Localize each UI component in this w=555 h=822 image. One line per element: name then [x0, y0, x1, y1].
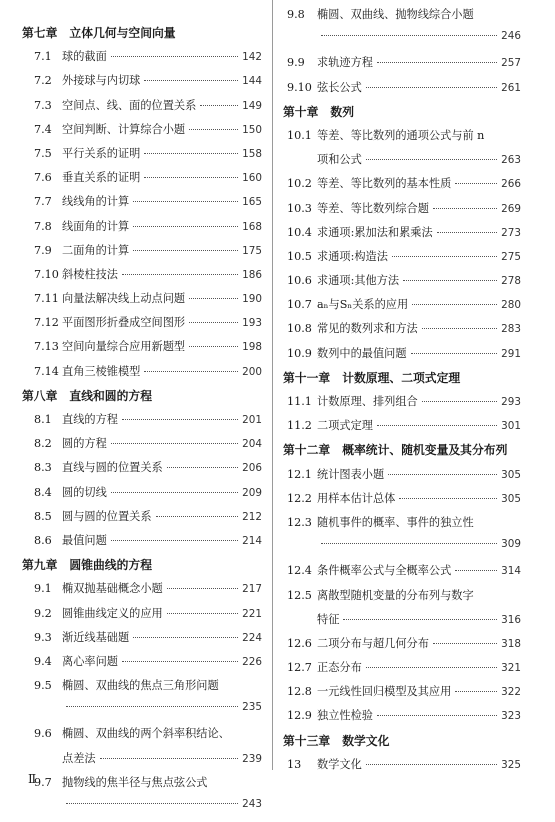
dot-leader	[366, 764, 497, 765]
dot-leader	[189, 322, 238, 323]
entry-title: 椭圆、双曲线的焦点三角形问题	[62, 679, 219, 693]
entry-page: 204	[242, 438, 262, 451]
toc-entry[interactable]	[283, 224, 521, 248]
entry-page: 217	[242, 583, 262, 596]
entry-title: 平面图形折叠成空间图形	[62, 316, 186, 330]
entry-title: 外接球与内切球	[62, 74, 141, 88]
entry-page: 283	[501, 323, 521, 336]
entry-page: 165	[242, 196, 262, 209]
toc-entry[interactable]	[22, 677, 262, 701]
entry-number: 9.9	[287, 56, 305, 70]
toc-entry[interactable]	[22, 725, 262, 749]
chapter-heading	[22, 24, 262, 48]
entry-number: 12.4	[287, 564, 312, 578]
entry-number: 8.4	[34, 485, 52, 499]
toc-entry[interactable]	[283, 127, 521, 151]
entry-title: 等差、等比数列综合题	[317, 201, 429, 215]
entry-page: 321	[501, 662, 521, 675]
toc-entry[interactable]	[283, 490, 521, 514]
entry-title: 求通项:其他方法	[317, 274, 400, 288]
entry-title: 二项式定理	[317, 419, 373, 433]
dot-leader	[133, 201, 238, 202]
dot-leader	[455, 183, 497, 184]
entry-number: 10.8	[287, 322, 312, 336]
toc-entry[interactable]	[22, 484, 262, 508]
chapter-heading	[22, 556, 262, 580]
toc-entry[interactable]	[283, 707, 521, 731]
entry-title: 空间向量综合应用新题型	[62, 340, 186, 354]
entry-title: 求通项:构造法	[317, 249, 388, 263]
entry-number: 11.2	[287, 419, 312, 433]
toc-entry[interactable]	[283, 248, 521, 272]
toc-entry[interactable]	[22, 72, 262, 96]
entry-number: 10.4	[287, 225, 312, 239]
toc-entry[interactable]	[283, 635, 521, 659]
entry-page: 323	[501, 710, 521, 723]
toc-entry-continuation[interactable]	[22, 798, 262, 822]
entry-page: 206	[242, 462, 262, 475]
entry-page: 291	[501, 347, 521, 360]
chapter-title: 圆锥曲线的方程	[69, 558, 152, 573]
entry-page: 150	[242, 123, 262, 136]
entry-page: 278	[501, 275, 521, 288]
dot-leader	[111, 443, 238, 444]
toc-entry[interactable]	[22, 750, 262, 774]
entry-number: 7.12	[34, 316, 59, 330]
entry-number: 12.2	[287, 491, 312, 505]
entry-title: 随机事件的概率、事件的独立性	[317, 515, 474, 529]
entry-number: 9.6	[34, 727, 52, 741]
dot-leader	[66, 803, 238, 804]
dot-leader	[66, 706, 238, 707]
entry-number: 7.9	[34, 243, 52, 257]
toc-entry-continuation[interactable]	[283, 30, 521, 54]
toc-entry[interactable]	[283, 393, 521, 417]
entry-number: 12.3	[287, 515, 312, 529]
chapter-title: 计数原理、二项式定理	[342, 370, 461, 385]
entry-number: 9.5	[34, 679, 52, 693]
entry-title: 垂直关系的证明	[62, 171, 141, 185]
entry-title: 椭双抛基础概念小题	[62, 582, 163, 596]
entry-page: 158	[242, 147, 262, 160]
entry-title: 椭圆、双曲线的两个斜率积结论、	[62, 727, 230, 741]
dot-leader	[133, 250, 238, 251]
entry-title: 点差法	[62, 751, 96, 765]
entry-page: 144	[242, 75, 262, 88]
toc-entry-continuation[interactable]	[22, 701, 262, 725]
toc-entry[interactable]	[22, 48, 262, 72]
entry-number: 12.8	[287, 685, 312, 699]
entry-title: 渐近线基础题	[62, 630, 130, 644]
entry-number: 12.7	[287, 661, 312, 675]
entry-page: 142	[242, 51, 262, 64]
dot-leader	[144, 371, 238, 372]
entry-number: 7.10	[34, 267, 59, 281]
entry-number: 9.2	[34, 606, 52, 620]
chapter-heading	[283, 369, 521, 393]
entry-page: 221	[242, 607, 262, 620]
dot-leader	[144, 177, 238, 178]
entry-page: 309	[501, 538, 521, 551]
entry-page: 190	[242, 293, 262, 306]
toc-entry[interactable]	[22, 774, 262, 798]
chapter-label: 第九章	[22, 558, 58, 573]
chapter-title: 数列	[330, 104, 355, 119]
entry-number: 9.3	[34, 630, 52, 644]
toc-entry[interactable]	[22, 605, 262, 629]
toc-entry[interactable]	[283, 683, 521, 707]
toc-entry[interactable]	[22, 653, 262, 677]
chapter-heading	[283, 732, 521, 756]
entry-number: 7.3	[34, 98, 52, 112]
entry-number: 7.2	[34, 74, 52, 88]
toc-entry[interactable]	[22, 121, 262, 145]
dot-leader	[366, 87, 497, 88]
entry-title: 离心率问题	[62, 654, 118, 668]
entry-number: 7.4	[34, 122, 52, 136]
entry-title: 求轨迹方程	[317, 56, 373, 70]
entry-page: 314	[501, 565, 521, 578]
dot-leader	[377, 62, 497, 63]
dot-leader	[433, 643, 497, 644]
entry-title: 平行关系的证明	[62, 146, 141, 160]
entry-number: 7.14	[34, 364, 59, 378]
entry-number: 8.5	[34, 509, 52, 523]
chapter-heading	[283, 103, 521, 127]
dot-leader	[156, 516, 239, 517]
entry-title: 数学文化	[317, 757, 362, 771]
toc-entry[interactable]	[283, 345, 521, 369]
entry-page: 198	[242, 341, 262, 354]
entry-number: 12.1	[287, 467, 312, 481]
entry-page: 175	[242, 244, 262, 257]
dot-leader	[189, 346, 238, 347]
entry-title: 项和公式	[317, 153, 362, 167]
chapter-label: 第八章	[22, 388, 58, 403]
entry-number: 11.1	[287, 395, 312, 408]
dot-leader	[343, 619, 497, 620]
entry-page: 322	[501, 686, 521, 699]
dot-leader	[189, 298, 238, 299]
entry-page: 280	[501, 299, 521, 312]
entry-title: 抛物线的焦半径与焦点弦公式	[62, 775, 208, 789]
dot-leader	[411, 353, 498, 354]
dot-leader	[388, 474, 497, 475]
toc-entry[interactable]	[22, 218, 262, 242]
toc-entry[interactable]	[22, 193, 262, 217]
dot-leader	[321, 35, 497, 36]
toc-entry[interactable]	[22, 338, 262, 362]
entry-title: aₙ与Sₙ关系的应用	[317, 298, 409, 312]
chapter-label: 第十三章	[283, 733, 331, 748]
entry-title: 一元线性回归模型及其应用	[317, 685, 452, 699]
entry-number: 13	[287, 757, 302, 771]
dot-leader	[403, 280, 497, 281]
entry-number: 7.6	[34, 171, 52, 185]
dot-leader	[122, 661, 238, 662]
entry-title: 直角三棱锥模型	[62, 364, 141, 378]
toc-entry[interactable]	[22, 242, 262, 266]
entry-number: 9.7	[34, 775, 52, 789]
entry-title: 圆的方程	[62, 437, 107, 451]
entry-page: 186	[242, 268, 262, 281]
dot-leader	[399, 498, 497, 499]
dot-leader	[111, 540, 238, 541]
toc-entry[interactable]	[22, 97, 262, 121]
entry-number: 10.9	[287, 346, 312, 360]
entry-number: 12.5	[287, 588, 312, 602]
dot-leader	[189, 129, 238, 130]
entry-number: 10.7	[287, 298, 312, 312]
entry-title: 二面角的计算	[62, 243, 130, 257]
entry-number: 10.5	[287, 249, 312, 263]
entry-title: 求通项:累加法和累乘法	[317, 225, 433, 239]
dot-leader	[144, 80, 238, 81]
toc-entry[interactable]	[22, 459, 262, 483]
toc-entry[interactable]	[283, 6, 521, 30]
entry-number: 9.10	[287, 80, 312, 94]
toc-entry[interactable]	[283, 417, 521, 441]
entry-page: 273	[501, 226, 521, 239]
entry-number: 7.11	[34, 292, 59, 306]
entry-title: 特征	[317, 612, 340, 626]
entry-page: 316	[501, 613, 521, 626]
entry-page: 263	[501, 154, 521, 167]
entry-title: 离散型随机变量的分布列与数字	[317, 588, 474, 602]
toc-entry[interactable]	[22, 532, 262, 556]
toc-entry[interactable]	[283, 200, 521, 224]
entry-title: 最值问题	[62, 533, 107, 547]
toc-entry[interactable]	[283, 175, 521, 199]
dot-leader	[144, 153, 238, 154]
entry-title: 圆的切线	[62, 485, 107, 499]
entry-number: 8.1	[34, 413, 52, 426]
entry-number: 9.8	[287, 8, 305, 21]
entry-page: 160	[242, 172, 262, 185]
page-number: Ⅱ	[28, 772, 37, 786]
entry-page: 305	[501, 468, 521, 481]
chapter-title: 立体几何与空间向量	[69, 26, 176, 40]
dot-leader	[455, 691, 497, 692]
entry-title: 独立性检验	[317, 709, 373, 723]
dot-leader	[133, 637, 238, 638]
chapter-label: 第十一章	[283, 370, 331, 385]
entry-title: 常见的数列求和方法	[317, 322, 418, 336]
dot-leader	[167, 467, 238, 468]
entry-title: 空间点、线、面的位置关系	[62, 98, 197, 112]
entry-number: 10.1	[287, 128, 312, 142]
entry-page: 239	[242, 752, 262, 765]
entry-number: 9.4	[34, 654, 52, 668]
entry-title: 圆与圆的位置关系	[62, 509, 152, 523]
entry-number: 10.2	[287, 177, 312, 191]
toc-entry[interactable]	[283, 320, 521, 344]
entry-page: 168	[242, 220, 262, 233]
entry-page: 209	[242, 486, 262, 499]
entry-page: 301	[501, 420, 521, 433]
dot-leader	[111, 56, 238, 57]
entry-page: 214	[242, 534, 262, 547]
dot-leader	[167, 613, 238, 614]
entry-number: 7.13	[34, 340, 59, 354]
chapter-title: 概率统计、随机变量及其分布列	[342, 443, 508, 458]
entry-number: 12.9	[287, 709, 312, 723]
dot-leader	[122, 274, 238, 275]
entry-number: 7.5	[34, 146, 52, 160]
toc-entry[interactable]	[283, 659, 521, 683]
toc-entry[interactable]	[22, 145, 262, 169]
entry-title: 统计图表小题	[317, 467, 385, 481]
entry-title: 用样本估计总体	[317, 491, 396, 505]
entry-page: 269	[501, 202, 521, 215]
toc-entry[interactable]	[22, 266, 262, 290]
dot-leader	[321, 543, 497, 544]
dot-leader	[111, 492, 238, 493]
dot-leader	[437, 232, 498, 233]
toc-entry[interactable]	[22, 411, 262, 435]
toc-entry[interactable]	[22, 508, 262, 532]
dot-leader	[377, 425, 497, 426]
toc-entry[interactable]	[22, 314, 262, 338]
dot-leader	[455, 570, 497, 571]
entry-page: 325	[501, 758, 521, 771]
toc-entry[interactable]	[22, 290, 262, 314]
column-divider	[272, 0, 273, 770]
dot-leader	[377, 715, 497, 716]
entry-page: 275	[501, 250, 521, 263]
dot-leader	[412, 304, 497, 305]
dot-leader	[422, 328, 497, 329]
entry-title: 二项分布与超几何分布	[317, 636, 429, 650]
entry-number: 8.6	[34, 533, 52, 547]
entry-title: 椭圆、双曲线、抛物线综合小题	[317, 8, 474, 21]
entry-number: 12.6	[287, 636, 312, 650]
toc-entry[interactable]	[283, 79, 521, 103]
entry-number: 9.1	[34, 582, 52, 596]
entry-page: 149	[242, 99, 262, 112]
toc-entry[interactable]	[283, 756, 521, 780]
entry-title: 直线的方程	[62, 413, 118, 426]
entry-title: 等差、等比数列的基本性质	[317, 177, 452, 191]
entry-title: 斜棱柱技法	[62, 267, 118, 281]
entry-page: 305	[501, 492, 521, 505]
toc-entry-continuation[interactable]	[283, 538, 521, 562]
dot-leader	[167, 588, 238, 589]
chapter-title: 直线和圆的方程	[69, 388, 152, 403]
toc-right-column	[283, 6, 521, 780]
entry-number: 7.8	[34, 219, 52, 233]
entry-page: 293	[501, 396, 521, 408]
entry-title: 圆锥曲线定义的应用	[62, 606, 163, 620]
entry-number: 10.3	[287, 201, 312, 215]
entry-number: 10.6	[287, 274, 312, 288]
entry-page: 235	[242, 701, 262, 714]
entry-title: 弦长公式	[317, 80, 362, 94]
chapter-heading	[22, 387, 262, 411]
entry-title: 直线与圆的位置关系	[62, 461, 163, 475]
toc-entry[interactable]	[283, 466, 521, 490]
entry-page: 226	[242, 655, 262, 668]
entry-number: 8.3	[34, 461, 52, 475]
toc-entry[interactable]	[22, 169, 262, 193]
entry-title: 数列中的最值问题	[317, 346, 407, 360]
toc-entry[interactable]	[283, 611, 521, 635]
chapter-label: 第十章	[283, 104, 319, 119]
entry-page: 257	[501, 57, 521, 70]
entry-page: 243	[242, 798, 262, 810]
toc-entry[interactable]	[22, 363, 262, 387]
chapter-label: 第七章	[22, 26, 58, 40]
chapter-label: 第十二章	[283, 443, 331, 458]
entry-page: 200	[242, 365, 262, 378]
entry-title: 空间判断、计算综合小题	[62, 122, 186, 136]
entry-title: 等差、等比数列的通项公式与前 n	[317, 128, 485, 142]
dot-leader	[200, 105, 238, 106]
dot-leader	[100, 758, 239, 759]
entry-page: 261	[501, 81, 521, 94]
entry-title: 向量法解决线上动点问题	[62, 292, 186, 306]
toc-entry[interactable]	[283, 587, 521, 611]
toc-entry[interactable]	[283, 151, 521, 175]
entry-page: 224	[242, 631, 262, 644]
toc-entry[interactable]	[283, 296, 521, 320]
entry-title: 球的截面	[62, 50, 107, 64]
entry-title: 条件概率公式与全概率公式	[317, 564, 452, 578]
entry-title: 线面角的计算	[62, 219, 130, 233]
toc-entry[interactable]	[283, 54, 521, 78]
entry-page: 318	[501, 637, 521, 650]
dot-leader	[433, 208, 497, 209]
toc-entry[interactable]	[283, 562, 521, 586]
toc-entry[interactable]	[22, 629, 262, 653]
toc-entry[interactable]	[283, 272, 521, 296]
entry-number: 7.1	[34, 50, 52, 64]
entry-page: 193	[242, 317, 262, 330]
toc-entry[interactable]	[22, 435, 262, 459]
dot-leader	[366, 667, 497, 668]
entry-page: 201	[242, 414, 262, 426]
toc-entry[interactable]	[283, 514, 521, 538]
entry-page: 246	[501, 30, 521, 43]
dot-leader	[392, 256, 497, 257]
dot-leader	[422, 401, 497, 402]
entry-title: 正态分布	[317, 661, 362, 675]
entry-number: 8.2	[34, 437, 52, 451]
entry-number: 7.7	[34, 195, 52, 209]
chapter-heading	[283, 441, 521, 465]
dot-leader	[133, 226, 238, 227]
entry-page: 212	[242, 510, 262, 523]
entry-page: 266	[501, 178, 521, 191]
entry-title: 计数原理、排列组合	[317, 395, 418, 408]
toc-left-column	[22, 24, 262, 822]
dot-leader	[122, 419, 238, 420]
chapter-title: 数学文化	[342, 733, 390, 748]
toc-entry[interactable]	[22, 580, 262, 604]
dot-leader	[366, 159, 497, 160]
entry-title: 线线角的计算	[62, 195, 130, 209]
